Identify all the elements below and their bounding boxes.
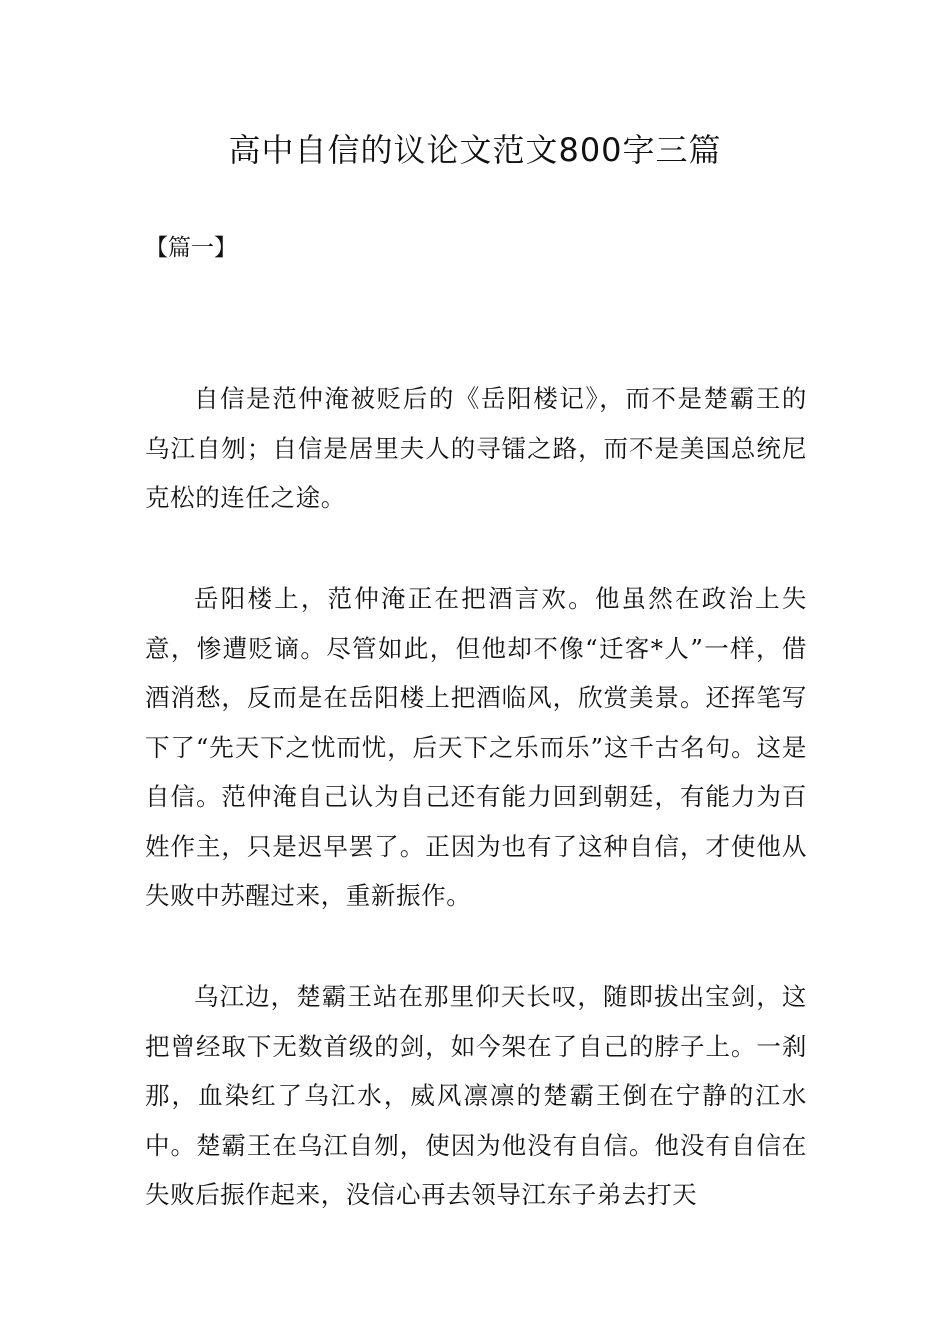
paragraph-1: 自信是范仲淹被贬后的《岳阳楼记》，而不是楚霸王的乌江自刎；自信是居里夫人的寻镭之路，而不是美国总统尼克松的连任之途。 (145, 384, 807, 512)
document-title: 高中自信的议论文范文800字三篇 (228, 131, 722, 169)
paragraph-3: 乌江边，楚霸王站在那里仰天长叹，随即拔出宝剑，这把曾经取下无数首级的剑，如今架在了自己的脖子上。一刹那，血染红了乌江水，威风凛凛的楚霸王倒在宁静的江水中。楚霸王在乌江自刎，使因为他没有自信。他没有自信在失败后振作起来，没信心再去领导江东子弟去打天 (145, 982, 807, 1209)
paragraph-2: 岳阳楼上，范仲淹正在把酒言欢。他虽然在政治上失意，惨遭贬谪。尽管如此，但他却不像“迁客*人”一样，借酒消愁，反而是在岳阳楼上把酒临风，欣赏美景。还挥笔写下了“先天下之忧而忧，后天下之乐而乐”这千古名句。这是自信。范仲淹自己认为自己还有能力回到朝廷，有能力为百姓作主，只是迟早罢了。正因为也有了这种自信，才使他从失败中苏醒过来，重新振作。 (145, 584, 807, 910)
section-label: 【篇一】 (145, 235, 237, 261)
